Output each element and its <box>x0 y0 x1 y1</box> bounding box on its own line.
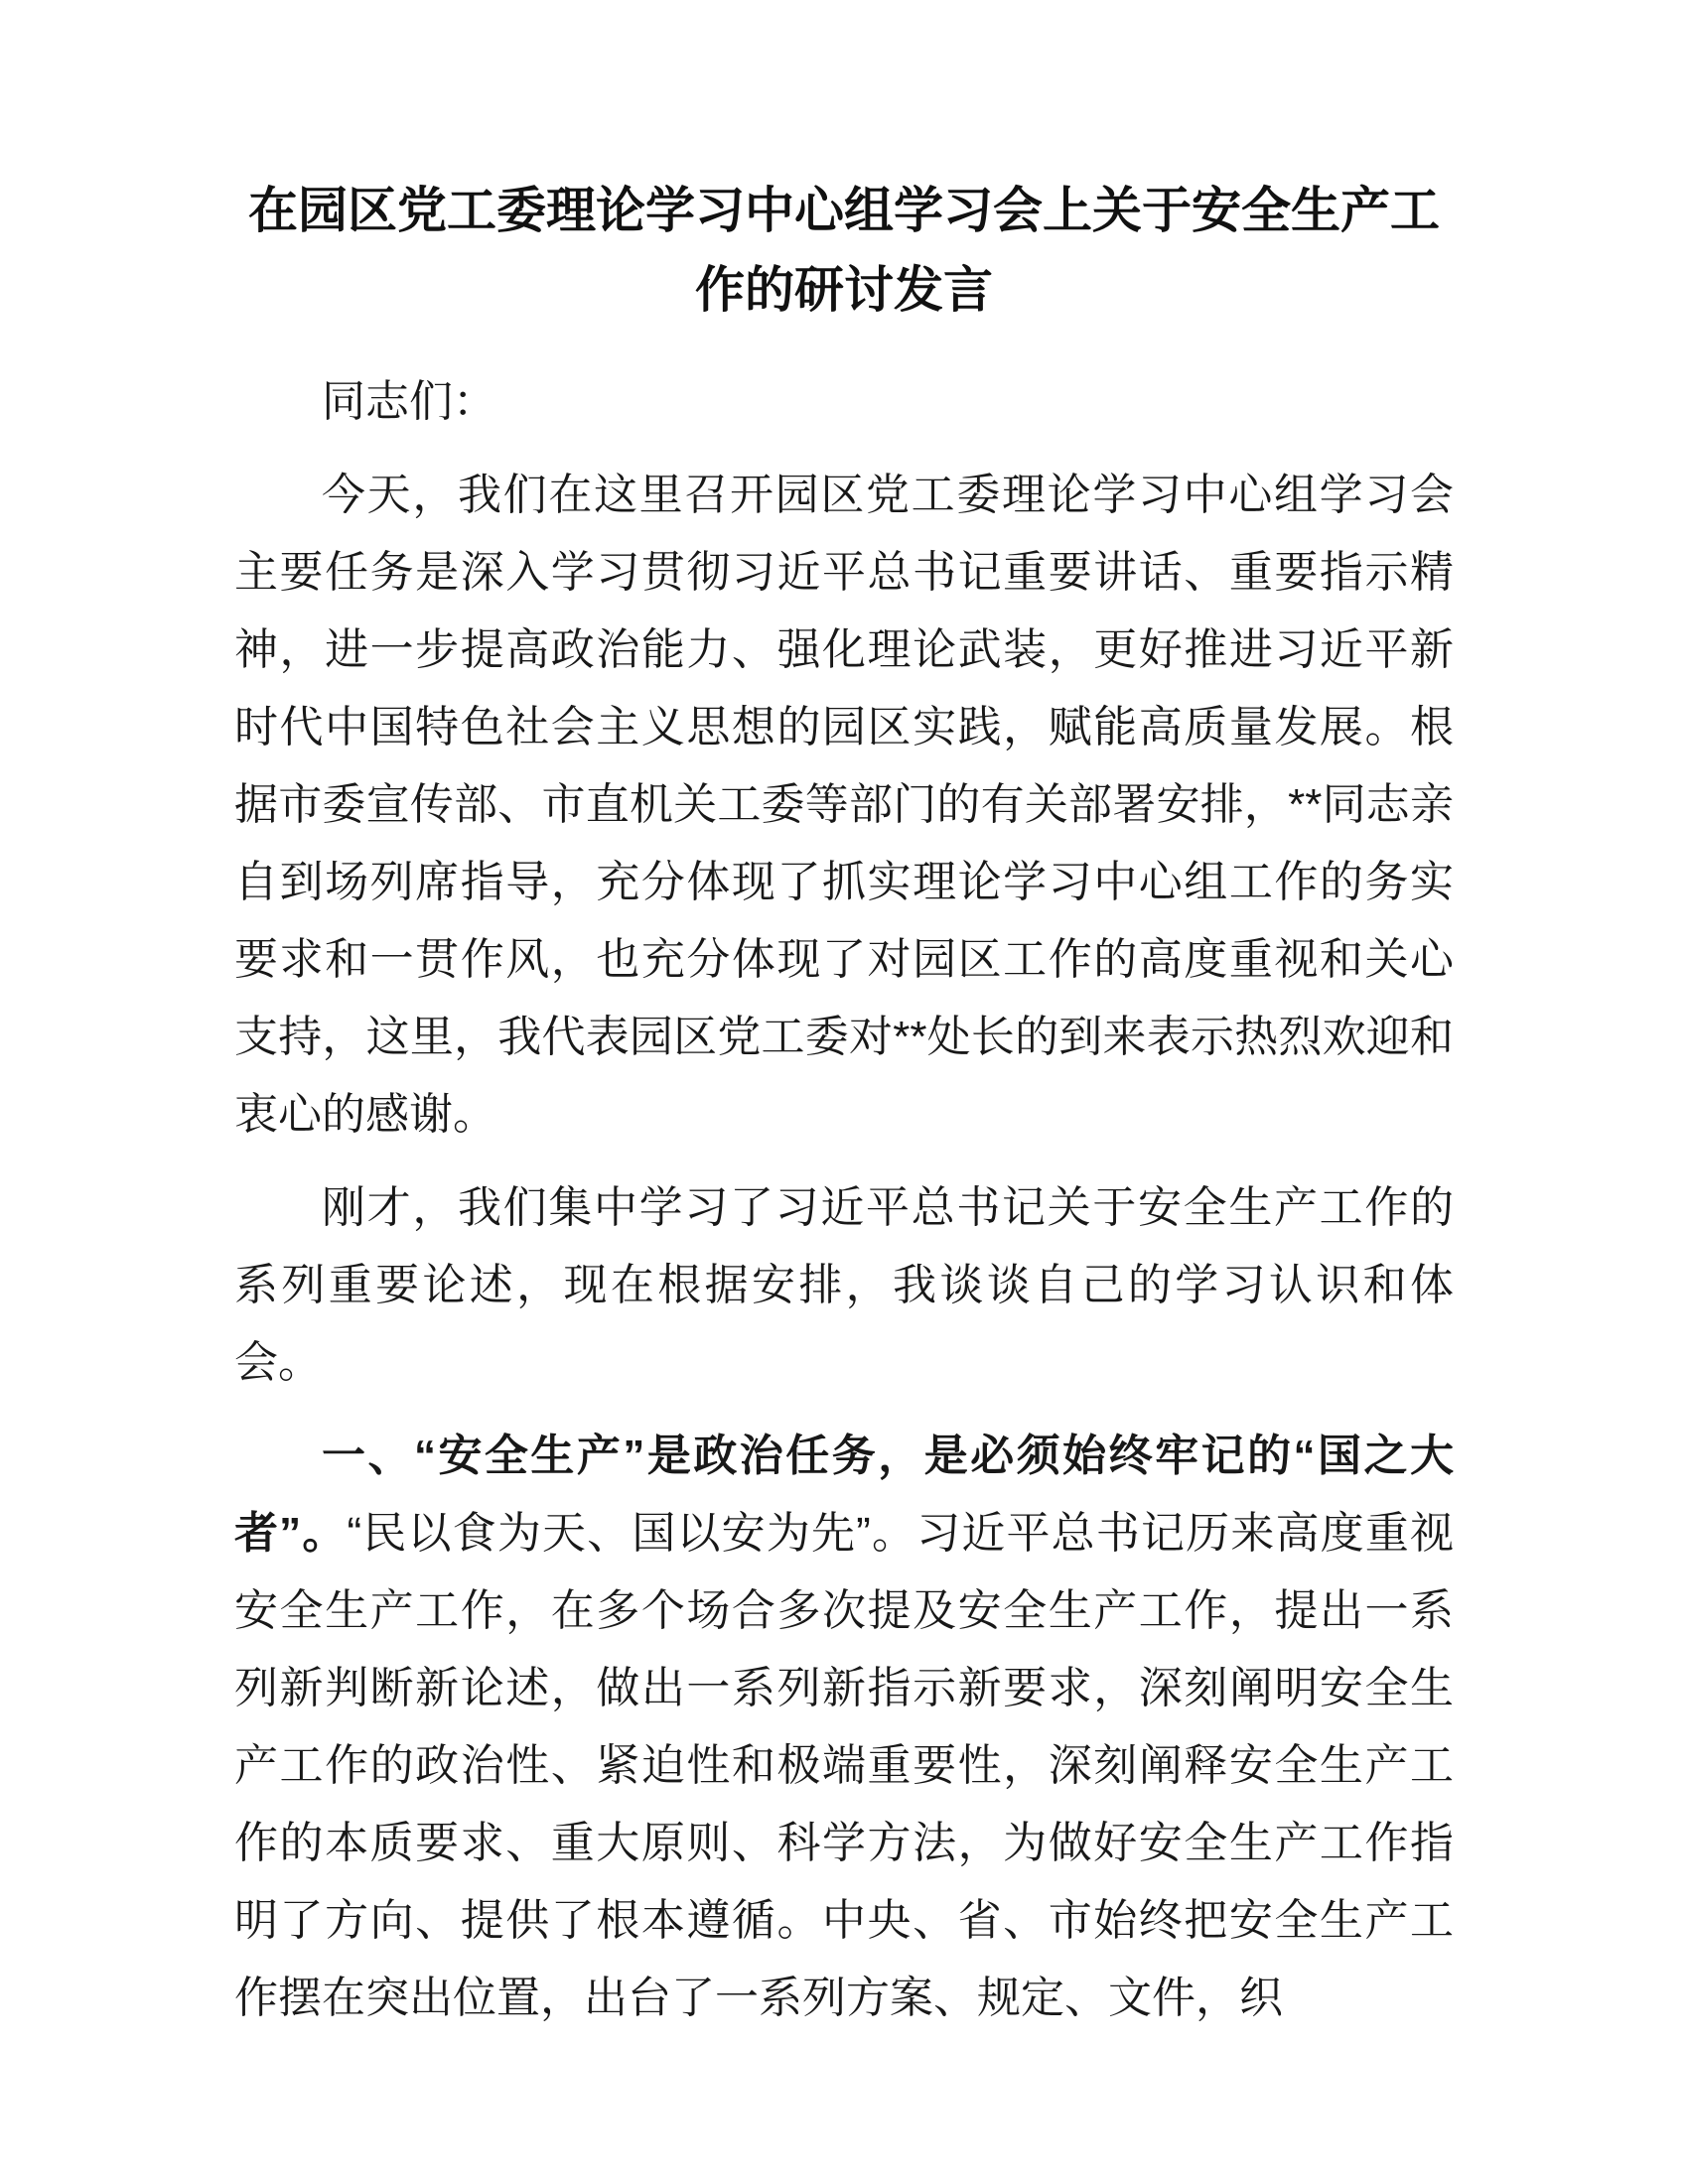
section-1-heading: 一、“安全生产”是政治任务，是必须始终牢记的“国之大者”。 <box>234 1432 1454 1558</box>
section-1-body: “民以食为天、国以安为先”。习近平总书记历来高度重视安全生产工作，在多个场合多次提及安全生产工作，提出一系列新判断新论述，做出一系列新指示新要求，深刻阐明安全生产工作的政治性、紧迫性和极端重要性，深刻阐释安全生产工作的本质要求、重大原则、科学方法，为做好安全生产工作指明了方向、提供了根本遵循。中央、省、市始终把安全生产工作摆在突出位置，出台了一系列方案、规定、文件，织 <box>234 1509 1455 2022</box>
document-title: 在园区党工委理论学习中心组学习会上关于安全生产工作的研讨发言 <box>248 183 1440 318</box>
salutation: 同志们： <box>322 377 496 426</box>
paragraph-section-1 <box>234 1418 1454 2037</box>
paragraph-intro: 今天，我们在这里召开园区党工委理论学习中心组学习会主要任务是深入学习贯彻习近平总书记重要讲话、重要指示精神，进一步提高政治能力、强化理论武装，更好推进习近平新时代中国特色社会主义思想的园区实践，赋能高质量发展。根据市委宣传部、市直机关工委等部门的有关部署安排，**同志亲自到场列席指导，充分体现了抓实理论学习中心组工作的务实要求和一贯作风，也充分体现了对园区工作的高度重视和关心支持，这里，我代表园区党工委对**处长的到来表示热烈欢迎和衷心的感谢。 <box>234 471 1454 1139</box>
paragraph-transition: 刚才，我们集中学习了习近平总书记关于安全生产工作的系列重要论述，现在根据安排，我谈谈自己的学习认识和体会。 <box>234 1183 1454 1387</box>
